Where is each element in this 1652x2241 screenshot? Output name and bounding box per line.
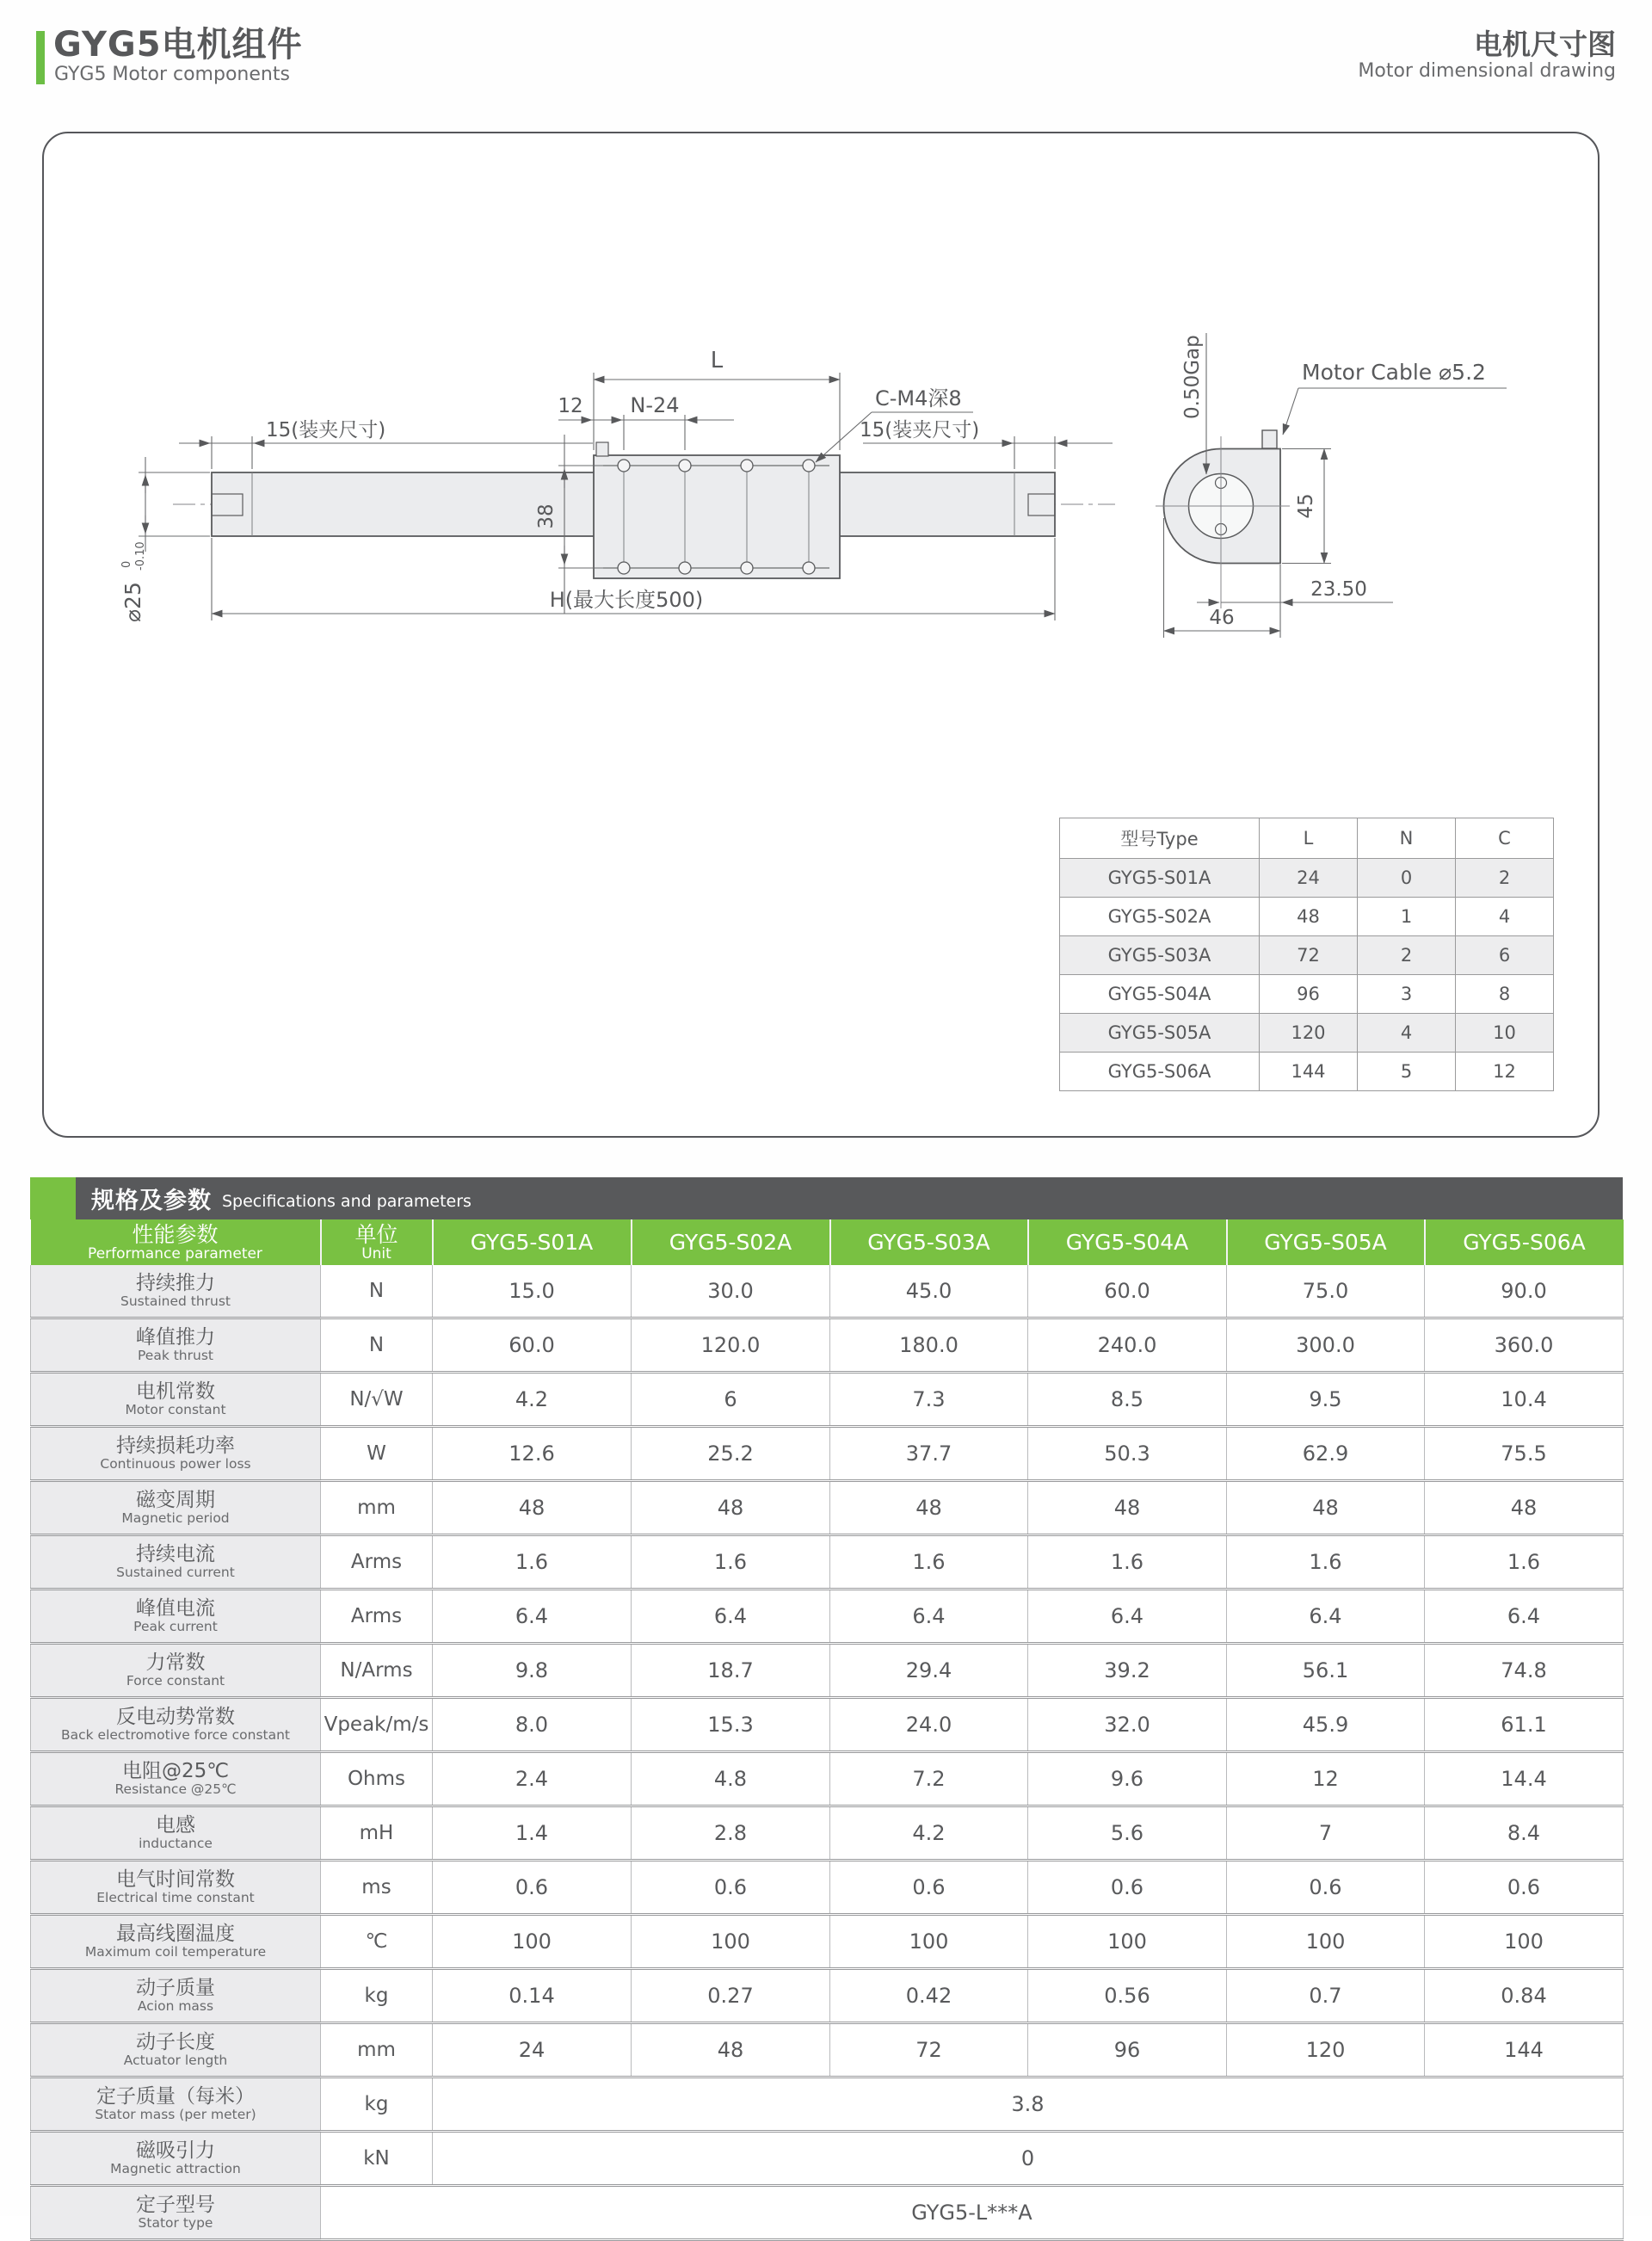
type-cell-value: 2 [1358,936,1456,975]
param-en: Sustained thrust [120,1293,231,1309]
type-cell-value: 0 [1358,859,1456,898]
dim-label-2350: 23.50 [1310,578,1367,601]
param-cell [31,1861,321,1915]
section-title-cn: 电机尺寸图 [1474,28,1616,61]
param-en: Magnetic period [121,1510,230,1526]
unit-cell: ℃ [321,1915,433,1969]
dim-label-cm4: C-M4深8 [875,386,962,411]
unit-cell: mm [321,1481,433,1535]
param-en: Stator type [138,2215,213,2231]
unit-cell: Vpeak/m/s [321,1698,433,1752]
unit-cell: N/Arms [321,1644,433,1698]
specs-section-bar [30,1177,1623,1219]
value-cell: 9.6 [1028,1752,1227,1806]
type-cell-model: GYG5-S01A [1060,859,1260,898]
value-cell: 25.2 [632,1427,830,1481]
value-cell: 30.0 [632,1265,830,1318]
param-en: Resistance @25℃ [114,1781,237,1797]
param-cn: 定子型号 [136,2194,215,2216]
unit-cell: mH [321,1806,433,1861]
specs-row [31,1698,1624,1752]
type-cell-value: 120 [1260,1014,1358,1053]
param-cn: 动子长度 [136,2031,215,2053]
value-cell: 2.8 [632,1806,830,1861]
param-cell [31,1644,321,1698]
type-cell-model: GYG5-S04A [1060,975,1260,1014]
page-title-en: GYG5 Motor components [54,64,290,85]
drawing-panel [42,132,1600,1138]
specs-row [31,1915,1624,1969]
specs-row [31,1427,1624,1481]
type-cell-value: 5 [1358,1053,1456,1091]
param-en: Magnetic attraction [110,2161,241,2176]
param-cell [31,2186,321,2240]
value-cell: 15.0 [433,1265,632,1318]
type-table-header: 型号Type [1060,818,1260,859]
value-cell: 100 [1425,1915,1624,1969]
param-cell [31,1698,321,1752]
value-cell: 39.2 [1028,1644,1227,1698]
specs-title-en: Specifications and parameters [222,1191,472,1211]
value-cell: 0.27 [632,1969,830,2023]
header-model: GYG5-S02A [632,1219,830,1265]
specs-row [31,1535,1624,1590]
value-cell: 12.6 [433,1427,632,1481]
dim-label-12: 12 [558,395,583,417]
type-cell-model: GYG5-S02A [1060,898,1260,936]
value-cell: 0.56 [1028,1969,1227,2023]
type-cell-value: 10 [1456,1014,1554,1053]
value-cell: 1.6 [1227,1535,1425,1590]
value-cell: 1.6 [1425,1535,1624,1590]
value-cell: 8.5 [1028,1373,1227,1427]
param-cell [31,1535,321,1590]
value-cell: 2.4 [433,1752,632,1806]
param-en: Peak thrust [138,1348,213,1363]
value-cell: 180.0 [830,1318,1028,1373]
value-cell: 0.6 [1227,1861,1425,1915]
value-cell: 0.6 [830,1861,1028,1915]
value-cell: 75.5 [1425,1427,1624,1481]
dim-ext-clamp-right [1014,436,1055,469]
type-cell-value: 6 [1456,936,1554,975]
param-en: Back electromotive force constant [61,1727,290,1743]
value-cell: 50.3 [1028,1427,1227,1481]
param-en: Peak current [133,1619,218,1634]
param-cell [31,1752,321,1806]
value-cell: 300.0 [1227,1318,1425,1373]
param-cn: 峰值电流 [136,1597,215,1620]
value-cell-span: 3.8 [433,2077,1624,2132]
type-cell-model: GYG5-S03A [1060,936,1260,975]
param-cell [31,1427,321,1481]
value-cell: 60.0 [1028,1265,1227,1318]
specs-table [30,1219,1624,2241]
specs-row [31,1644,1624,1698]
dim-label-phi25-tol-top: 0 [120,560,133,568]
green-square [30,1177,76,1219]
value-cell: 0.7 [1227,1969,1425,2023]
value-cell: 90.0 [1425,1265,1624,1318]
dim-label-clamp-left: 15(装夹尺寸) [266,419,386,441]
specs-row [31,1590,1624,1644]
value-cell: 8.4 [1425,1806,1624,1861]
type-table [1059,818,1554,1091]
type-cell-value: 48 [1260,898,1358,936]
cable-leader [1283,388,1298,435]
type-cell-value: 8 [1456,975,1554,1014]
header-model: GYG5-S05A [1227,1219,1425,1265]
type-cell-value: 144 [1260,1053,1358,1091]
param-cn: 峰值推力 [136,1326,215,1349]
unit-cell: ms [321,1861,433,1915]
value-cell: 100 [632,1915,830,1969]
param-cell [31,2077,321,2132]
param-cn: 持续损耗功率 [116,1435,235,1457]
value-cell: 48 [632,1481,830,1535]
value-cell: 37.7 [830,1427,1028,1481]
header-unit-en: Unit [361,1244,391,1262]
header-unit [321,1219,433,1265]
dim-label-h-max: H(最大长度500) [549,588,704,612]
value-cell: 10.4 [1425,1373,1624,1427]
value-cell: 48 [1425,1481,1624,1535]
value-cell: 29.4 [830,1644,1028,1698]
dim-label-L: L [710,348,724,374]
motor-cable-label: Motor Cable ⌀5.2 [1302,360,1486,385]
type-table-row [1060,1053,1554,1091]
type-cell-model: GYG5-S06A [1060,1053,1260,1091]
value-cell: 48 [632,2023,830,2077]
value-cell: 4.2 [830,1806,1028,1861]
value-cell-full-span: GYG5-L***A [321,2186,1624,2240]
value-cell: 61.1 [1425,1698,1624,1752]
header-performance-parameter [31,1219,321,1265]
value-cell: 12 [1227,1752,1425,1806]
type-cell-value: 12 [1456,1053,1554,1091]
param-cn: 电气时间常数 [116,1868,235,1891]
value-cell: 1.4 [433,1806,632,1861]
param-cell [31,1481,321,1535]
param-cell [31,1318,321,1373]
specs-row [31,1969,1624,2023]
param-cell [31,1265,321,1318]
value-cell: 18.7 [632,1644,830,1698]
header-unit-cn: 单位 [354,1221,398,1247]
param-en: Maximum coil temperature [84,1944,267,1960]
param-en: Sustained current [116,1565,235,1580]
specs-header-row [31,1219,1624,1265]
unit-cell: kN [321,2132,433,2186]
value-cell: 74.8 [1425,1644,1624,1698]
unit-cell: N [321,1318,433,1373]
param-cn: 电感 [156,1814,195,1837]
dim-label-45: 45 [1295,493,1317,519]
forcer-block [594,455,840,578]
value-cell: 0.6 [1425,1861,1624,1915]
param-cn: 力常数 [145,1651,206,1674]
type-cell-model: GYG5-S05A [1060,1014,1260,1053]
param-en: Electrical time constant [96,1890,255,1905]
dim-label-46: 46 [1209,607,1235,629]
specs-row [31,1481,1624,1535]
value-cell: 45.0 [830,1265,1028,1318]
type-cell-value: 24 [1260,859,1358,898]
type-table-row [1060,859,1554,898]
param-en: Stator mass (per meter) [95,2107,256,2122]
header-model: GYG5-S04A [1028,1219,1227,1265]
value-cell: 6.4 [632,1590,830,1644]
value-cell: 0.6 [1028,1861,1227,1915]
specs-title-cn: 规格及参数 [91,1188,212,1214]
type-table-header: N [1358,818,1456,859]
value-cell: 24 [433,2023,632,2077]
dim-label-phi25-tol-bottom: -0.10 [134,541,147,571]
value-cell: 6.4 [1028,1590,1227,1644]
value-cell: 48 [830,1481,1028,1535]
specs-row [31,1861,1624,1915]
value-cell: 56.1 [1227,1644,1425,1698]
type-cell-value: 1 [1358,898,1456,936]
value-cell: 75.0 [1227,1265,1425,1318]
param-cell [31,1806,321,1861]
value-cell: 24.0 [830,1698,1028,1752]
dim-label-gap: 0.50Gap [1181,335,1204,419]
value-cell: 6.4 [1227,1590,1425,1644]
value-cell: 6.4 [433,1590,632,1644]
value-cell: 0.42 [830,1969,1028,2023]
unit-cell: W [321,1427,433,1481]
param-cell [31,1590,321,1644]
value-cell: 7.2 [830,1752,1028,1806]
param-cn: 磁变周期 [136,1489,215,1511]
specs-row [31,1373,1624,1427]
param-en: Actuator length [123,2053,228,2068]
header-model: GYG5-S01A [433,1219,632,1265]
specs-row [31,2186,1624,2240]
param-cn: 持续推力 [136,1272,215,1294]
param-cn: 磁吸引力 [136,2139,215,2162]
value-cell: 7.3 [830,1373,1028,1427]
value-cell: 45.9 [1227,1698,1425,1752]
value-cell: 14.4 [1425,1752,1624,1806]
value-cell: 4.2 [433,1373,632,1427]
value-cell: 100 [1227,1915,1425,1969]
param-cn: 最高线圈温度 [116,1923,235,1945]
param-cn: 反电动势常数 [116,1706,235,1728]
dim-label-clamp-right: 15(装夹尺寸) [860,419,980,441]
param-cn: 电阻@25℃ [121,1760,230,1782]
value-cell: 7 [1227,1806,1425,1861]
value-cell: 360.0 [1425,1318,1624,1373]
value-cell: 0.14 [433,1969,632,2023]
value-cell: 72 [830,2023,1028,2077]
value-cell: 6.4 [1425,1590,1624,1644]
value-cell: 9.5 [1227,1373,1425,1427]
page-title-cn: GYG5电机组件 [53,25,303,65]
specs-row [31,2132,1624,2186]
value-cell: 62.9 [1227,1427,1425,1481]
type-table-header: C [1456,818,1554,859]
unit-cell: Arms [321,1535,433,1590]
value-cell: 0.6 [433,1861,632,1915]
specs-row [31,1752,1624,1806]
value-cell: 48 [1227,1481,1425,1535]
specs-row [31,1265,1624,1318]
type-table-row [1060,898,1554,936]
value-cell: 4.8 [632,1752,830,1806]
value-cell: 48 [433,1481,632,1535]
value-cell: 15.3 [632,1698,830,1752]
unit-cell: N/√W [321,1373,433,1427]
unit-cell: kg [321,1969,433,2023]
param-cell [31,2132,321,2186]
type-cell-value: 2 [1456,859,1554,898]
sensor-tab [596,442,608,456]
unit-cell: mm [321,2023,433,2077]
type-table-header: L [1260,818,1358,859]
unit-cell: Ohms [321,1752,433,1806]
param-cn: 动子质量 [136,1977,215,1999]
value-cell: 144 [1425,2023,1624,2077]
param-cn: 定子质量（每米） [96,2085,255,2108]
param-en: Force constant [126,1673,225,1688]
value-cell: 1.6 [830,1535,1028,1590]
param-cn: 持续电流 [136,1543,215,1565]
type-table-row [1060,936,1554,975]
header-performance-parameter-cn: 性能参数 [132,1221,219,1247]
param-en: Motor constant [125,1402,226,1417]
specs-row [31,2077,1624,2132]
green-accent-bar [36,31,45,84]
param-en: inductance [139,1836,213,1851]
value-cell: 60.0 [433,1318,632,1373]
header-model: GYG5-S06A [1425,1219,1624,1265]
specs-row [31,1806,1624,1861]
header-model: GYG5-S03A [830,1219,1028,1265]
value-cell: 96 [1028,2023,1227,2077]
value-cell: 32.0 [1028,1698,1227,1752]
dim-label-n24: N-24 [630,393,680,417]
value-cell: 120 [1227,2023,1425,2077]
value-cell: 1.6 [433,1535,632,1590]
value-cell: 6.4 [830,1590,1028,1644]
value-cell: 100 [433,1915,632,1969]
section-title-en: Motor dimensional drawing [1358,60,1616,82]
unit-cell: kg [321,2077,433,2132]
dark-title-bar [76,1177,1623,1219]
value-cell: 1.6 [632,1535,830,1590]
type-cell-value: 96 [1260,975,1358,1014]
type-cell-value: 4 [1358,1014,1456,1053]
type-table-row [1060,975,1554,1014]
value-cell-span: 0 [433,2132,1624,2186]
specs-row [31,1318,1624,1373]
value-cell: 9.8 [433,1644,632,1698]
cable-tab [1262,430,1277,448]
unit-cell: Arms [321,1590,433,1644]
param-cell [31,1915,321,1969]
value-cell: 1.6 [1028,1535,1227,1590]
type-cell-value: 3 [1358,975,1456,1014]
param-cell [31,2023,321,2077]
dim-label-phi25: ⌀25 [120,582,145,622]
type-cell-value: 4 [1456,898,1554,936]
value-cell: 0.6 [632,1861,830,1915]
param-cell [31,1373,321,1427]
value-cell: 120.0 [632,1318,830,1373]
header-performance-parameter-en: Performance parameter [88,1244,262,1262]
value-cell: 240.0 [1028,1318,1227,1373]
param-cell [31,1969,321,2023]
specs-row [31,2023,1624,2077]
value-cell: 100 [1028,1915,1227,1969]
value-cell: 5.6 [1028,1806,1227,1861]
param-en: Acion mass [137,1998,214,2014]
dim-ext-clamp-left [212,436,252,469]
dim-label-38: 38 [535,503,558,529]
value-cell: 8.0 [433,1698,632,1752]
param-cn: 电机常数 [136,1380,215,1403]
value-cell: 6 [632,1373,830,1427]
type-table-row [1060,1014,1554,1053]
type-cell-value: 72 [1260,936,1358,975]
value-cell: 48 [1028,1481,1227,1535]
unit-cell: N [321,1265,433,1318]
param-en: Continuous power loss [100,1456,251,1472]
value-cell: 0.84 [1425,1969,1624,2023]
value-cell: 100 [830,1915,1028,1969]
